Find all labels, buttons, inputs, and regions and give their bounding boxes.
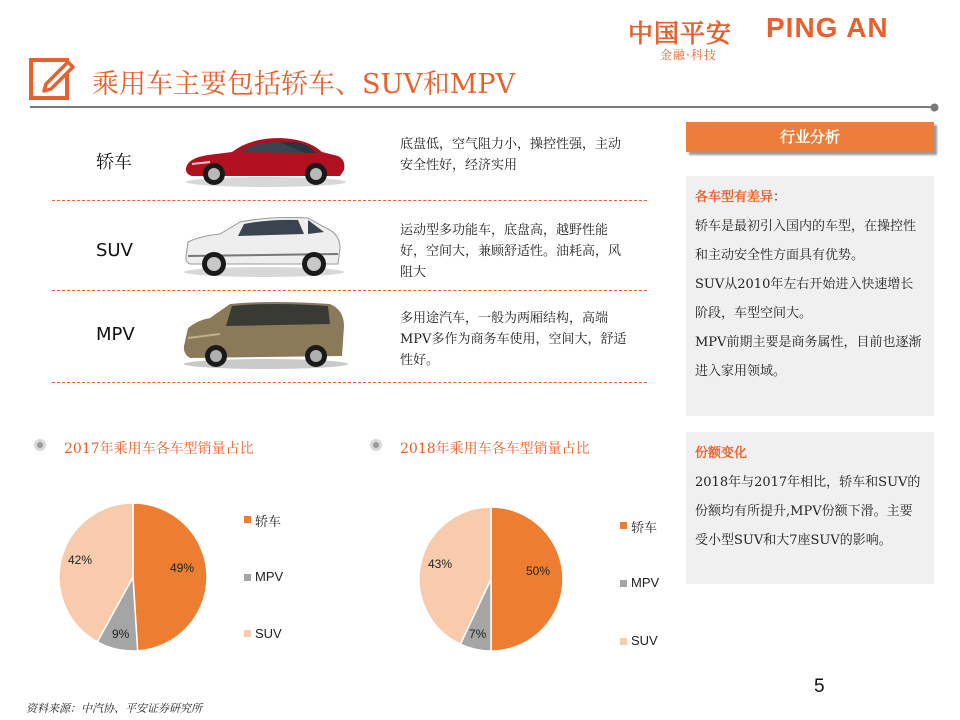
box-paragraph: 2018年与2017年相比，轿车和SUV的份额均有所提升,MPV份额下滑。主要受小型SUV和大7座SUV的影响。 <box>695 475 921 548</box>
pie-chart-2017 <box>58 502 208 652</box>
box-paragraph: MPV前期主要是商务属性，目前也逐渐进入家用领域。 <box>695 335 922 379</box>
legend-label-sedan: 轿车 <box>631 520 658 535</box>
white-suv-photo <box>180 212 345 278</box>
box-heading: 各车型有差异： <box>695 190 787 205</box>
pie-data-label: 7% <box>469 627 487 641</box>
legend-label-mpv: MPV <box>255 569 284 584</box>
pie-data-label: 42% <box>68 553 93 567</box>
legend-swatch-suv <box>620 638 627 645</box>
source-note: 资料来源：中汽协、平安证券研究所 <box>26 702 202 715</box>
chart-bullet-icon <box>33 438 47 452</box>
box-paragraph: 轿车是最初引入国内的车型，在操控性和主动安全性方面具有优势。 <box>695 219 917 263</box>
pie-chart-2018 <box>418 506 564 652</box>
car-row-label-mpv: MPV <box>96 324 135 345</box>
pie-data-label: 49% <box>170 561 195 575</box>
pingan-logo-cn: 中国平安 <box>628 19 733 48</box>
pie-slice-sedan <box>491 507 563 651</box>
analysis-box-share-change <box>686 432 934 584</box>
row-divider <box>52 290 647 291</box>
pie-data-label: 43% <box>428 557 453 571</box>
legend-label-suv: SUV <box>255 626 282 641</box>
legend-swatch-sedan <box>620 522 627 529</box>
legend-label-mpv: MPV <box>631 575 660 590</box>
legend-swatch-sedan <box>244 516 251 523</box>
pie-title-2018: 2018年乘用车各车型销量占比 <box>400 441 590 457</box>
legend-swatch-mpv <box>244 574 251 581</box>
box-heading: 份额变化 <box>695 446 748 461</box>
pingan-logo-tagline: 金融·科技 <box>660 48 717 62</box>
pie-title-2017: 2017年乘用车各车型销量占比 <box>64 441 254 457</box>
car-row-label-sedan: 轿车 <box>96 152 132 173</box>
row-divider <box>52 200 647 201</box>
page-number: 5 <box>814 676 825 697</box>
legend-label-sedan: 轿车 <box>255 514 282 529</box>
analysis-box-differences <box>686 176 934 416</box>
legend-swatch-mpv <box>620 580 627 587</box>
row-divider <box>52 382 647 383</box>
title-divider <box>30 106 935 108</box>
pie-data-label: 50% <box>526 564 551 578</box>
red-sedan-photo <box>180 130 350 188</box>
legend-swatch-suv <box>244 630 251 637</box>
page-title: 乘用车主要包括轿车、SUV和MPV <box>92 69 516 100</box>
analysis-header: 行业分析 <box>686 122 934 152</box>
car-row-label-suv: SUV <box>96 240 133 261</box>
edit-note-icon <box>28 54 78 104</box>
pingan-logo-en: PING AN <box>766 12 889 43</box>
title-divider-dot <box>930 103 939 112</box>
car-desc-mpv: 多用途汽车，一般为两厢结构，高端MPV多作为商务车使用，空间大，舒适性好。 <box>400 311 627 368</box>
pie-slice-sedan <box>133 503 207 651</box>
chart-bullet-icon <box>369 438 383 452</box>
car-desc-sedan: 底盘低，空气阻力小，操控性强，主动安全性好，经济实用 <box>400 137 622 173</box>
car-desc-suv: 运动型多功能车，底盘高，越野性能好，空间大，兼顾舒适性。油耗高，风阻大 <box>400 223 622 280</box>
gold-mpv-photo <box>180 298 348 370</box>
pie-data-label: 9% <box>112 627 130 641</box>
box-paragraph: SUV从2010年左右开始进入快速增长阶段，车型空间大。 <box>695 277 914 321</box>
legend-label-suv: SUV <box>631 633 658 648</box>
